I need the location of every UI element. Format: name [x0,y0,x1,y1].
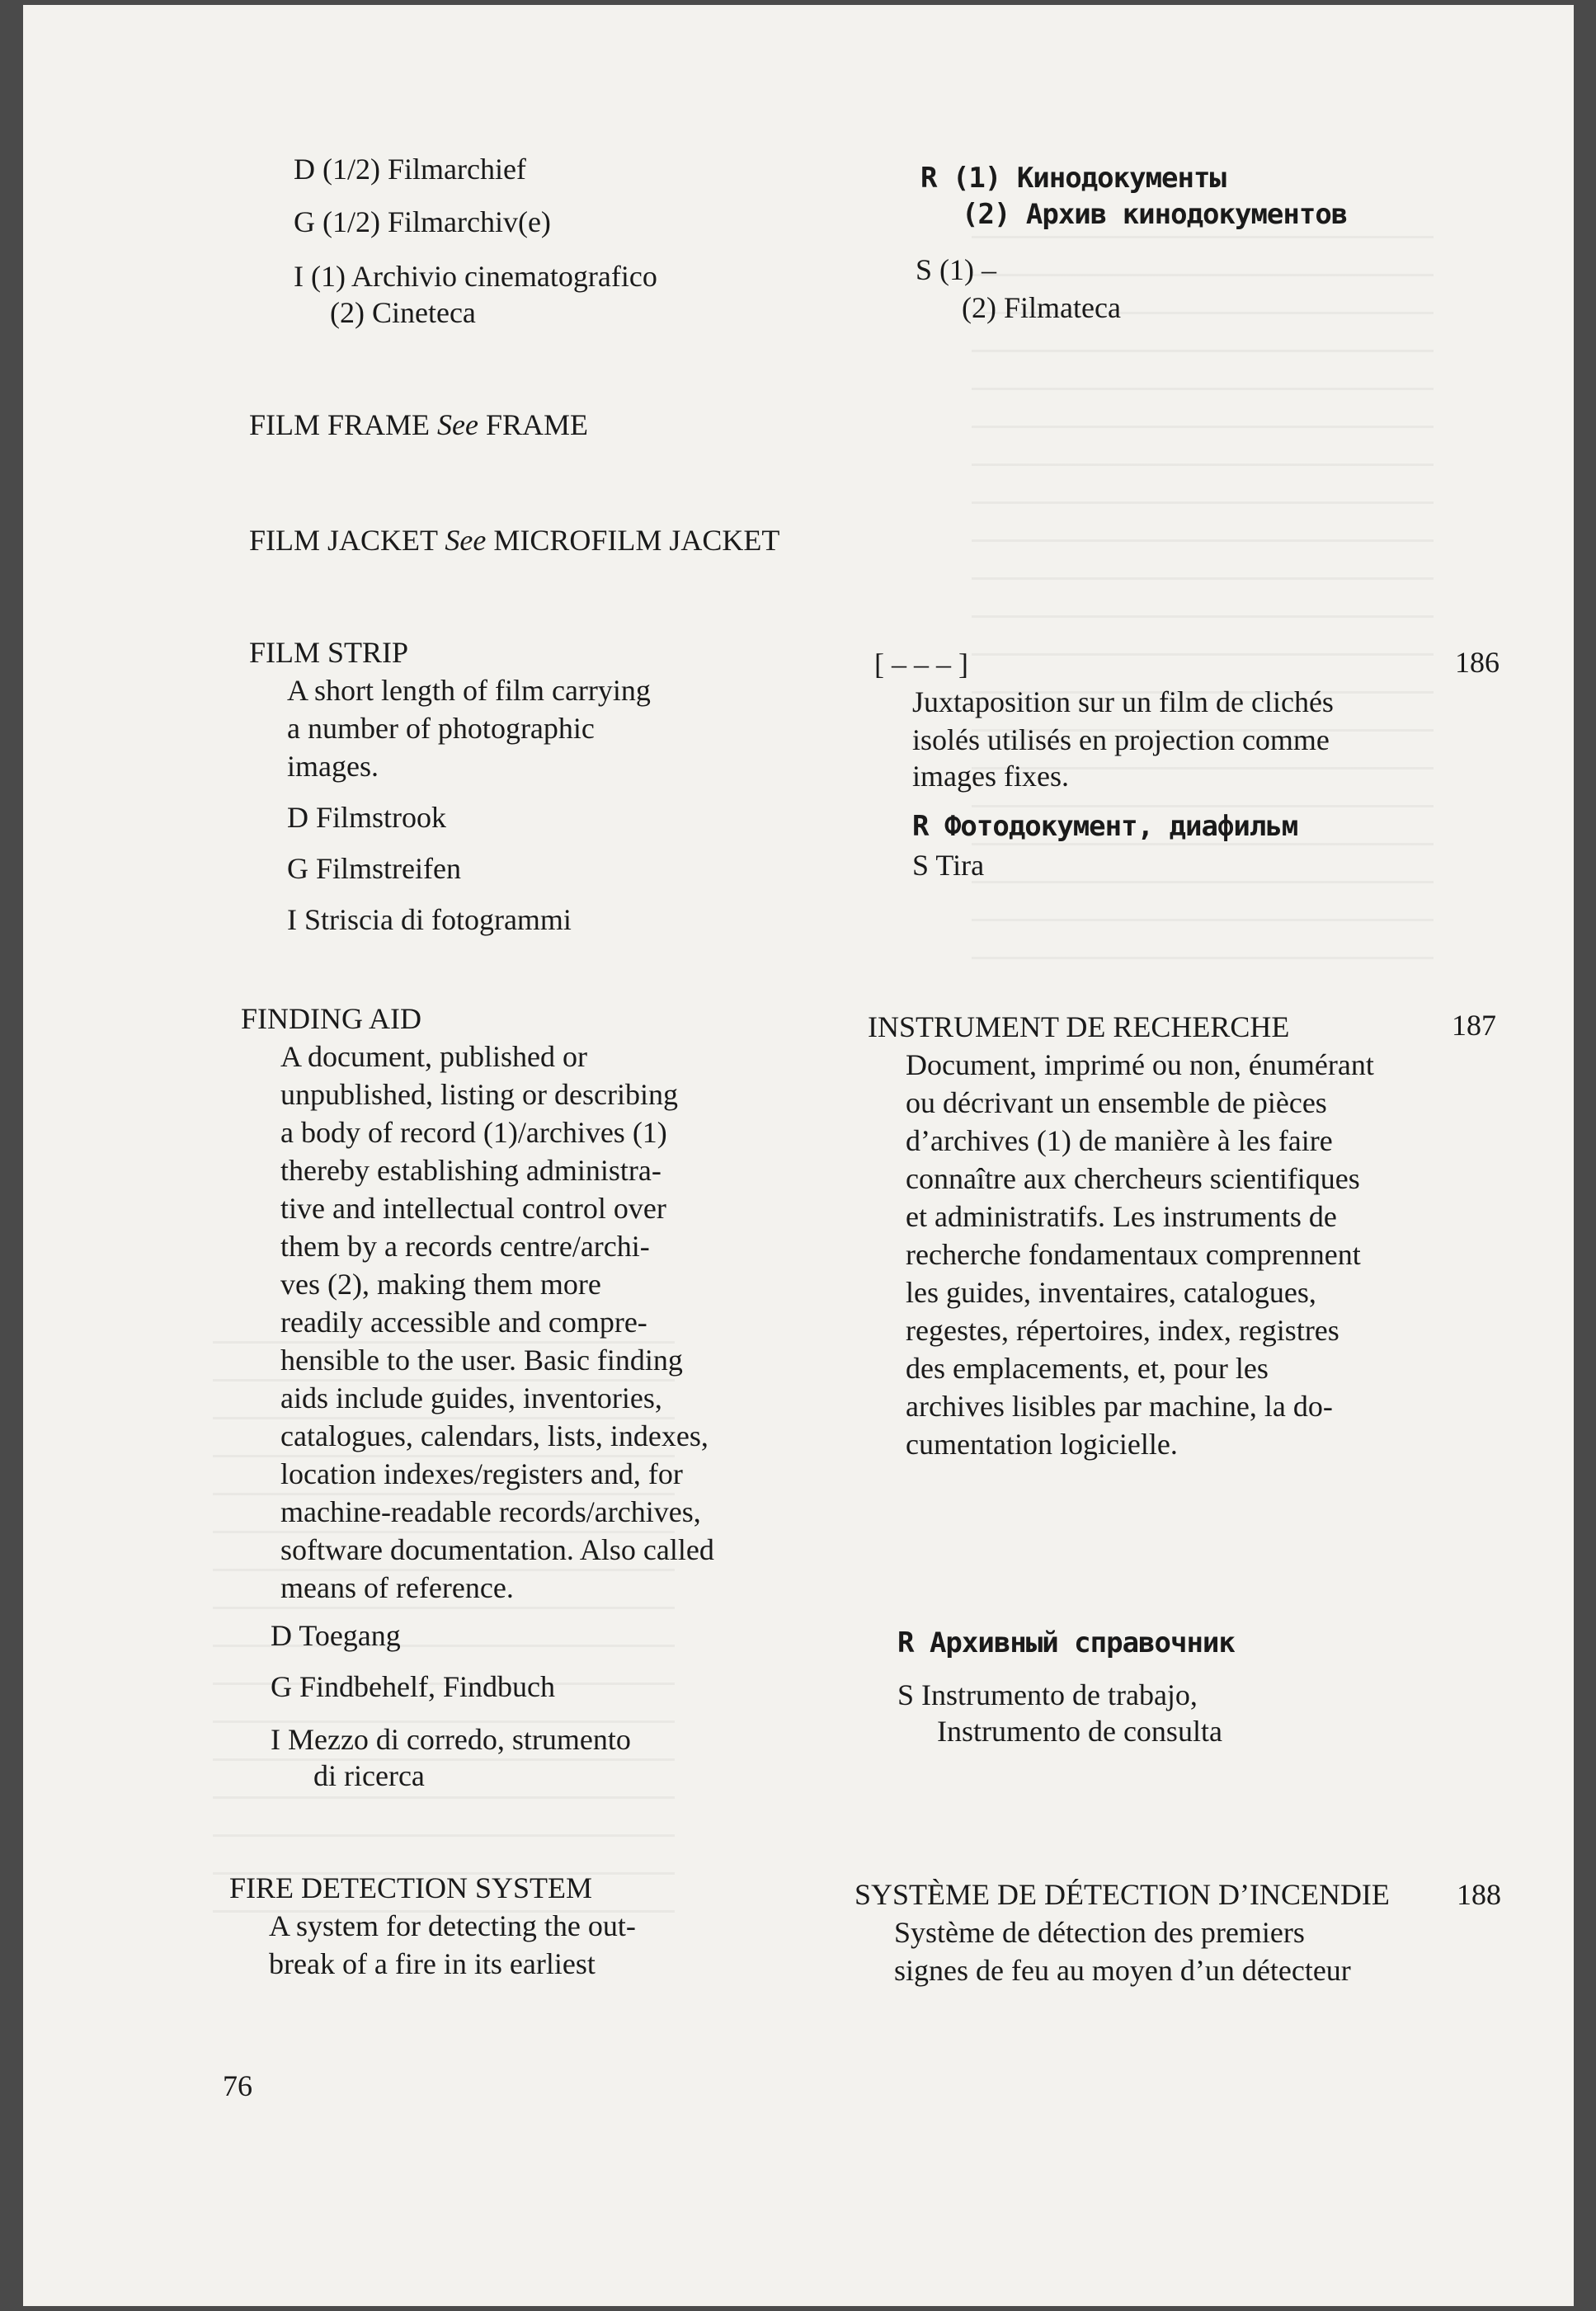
fr-term: [ – – – ] [874,647,968,680]
cross-ref: FRAME [486,408,589,441]
see-label: See [437,408,479,441]
fr-definition-line: isolés utilisés en projection comme [912,723,1330,756]
fr-definition-line: images fixes. [912,760,1069,793]
equiv-italian-1: I (1) Archivio cinematografico [294,260,657,293]
equiv-dutch: D Filmstrook [287,801,447,834]
equiv-italian-1: I Mezzo di corredo, strumento [271,1723,631,1756]
fr-term: INSTRUMENT DE RECHERCHE [868,1010,1290,1043]
show-through-block [972,236,1434,978]
definition-line: software documentation. Also called [280,1533,714,1566]
entry-number: 187 [1452,1009,1496,1042]
equiv-spanish-1: S (1) – [916,253,996,286]
definition-line: machine-readable records/archives, [280,1495,701,1528]
equiv-dutch: D (1/2) Filmarchief [294,153,526,186]
equiv-german: G (1/2) Filmarchiv(e) [294,205,551,238]
dictionary-page [23,5,1574,2306]
see-label: See [445,524,487,557]
fr-definition-line: d’archives (1) de manière à les faire [906,1124,1333,1157]
equiv-spanish-2: (2) Filmateca [962,291,1121,324]
term-fire-detection: FIRE DETECTION SYSTEM [229,1871,592,1904]
term-finding-aid: FINDING AID [241,1002,421,1035]
page-number: 76 [223,2069,252,2102]
definition-line: catalogues, calendars, lists, indexes, [280,1419,709,1452]
equiv-german: G Filmstreifen [287,852,461,885]
fr-definition-line: archives lisibles par machine, la do- [906,1390,1333,1423]
definition-line: them by a records centre/archi- [280,1230,650,1263]
term: FILM JACKET [249,524,438,557]
definition-line: a body of record (1)/archives (1) [280,1116,667,1149]
definition-line: a number of photographic [287,712,595,745]
entry-film-jacket [249,521,779,559]
equiv-spanish-1: S Instrumento de trabajo, [897,1678,1198,1711]
definition-line: tive and intellectual control over [280,1192,666,1225]
entry-number: 188 [1457,1878,1501,1911]
fr-definition-line: Document, imprimé ou non, énumérant [906,1048,1374,1081]
definition-line: means of reference. [280,1571,514,1604]
definition-line: A system for detecting the out- [269,1909,636,1942]
definition-line: break of a fire in its earliest [269,1947,596,1980]
definition-line: hensible to the user. Basic finding [280,1344,683,1377]
fr-definition-line: des emplacements, et, pour les [906,1352,1269,1385]
fr-definition-line: regestes, répertoires, index, registres [906,1314,1339,1347]
fr-definition-line: connaître aux chercheurs scientifiques [906,1162,1360,1195]
fr-definition-line: les guides, inventaires, catalogues, [906,1276,1316,1309]
definition-line: unpublished, listing or describing [280,1078,678,1111]
equiv-russian: R Архивный справочник [897,1626,1235,1659]
fr-definition-line: Juxtaposition sur un film de clichés [912,685,1334,718]
equiv-italian: I Striscia di fotogrammi [287,903,572,936]
equiv-spanish-2: Instrumento de consulta [937,1715,1222,1748]
equiv-russian-1: R (1) Кинодокументы [920,162,1226,195]
fr-definition-line: ou décrivant un ensemble de pièces [906,1086,1327,1119]
cross-ref: MICROFILM JACKET [493,524,780,557]
definition-line: readily accessible and compre- [280,1306,647,1339]
fr-definition-line: recherche fondamentaux comprennent [906,1238,1361,1271]
equiv-italian-2: (2) Cineteca [330,296,476,329]
equiv-italian-2: di ricerca [313,1759,425,1792]
equiv-russian: R Фотодокумент, диафильм [912,810,1298,843]
fr-term: SYSTÈME DE DÉTECTION D’INCENDIE [854,1878,1390,1911]
definition-line: images. [287,750,379,783]
equiv-russian-2: (2) Архив кинодокументов [962,198,1348,231]
definition-line: ves (2), making them more [280,1268,601,1301]
definition-line: location indexes/registers and, for [280,1457,683,1490]
definition-line: A document, published or [280,1040,587,1073]
equiv-dutch: D Toegang [271,1619,401,1652]
definition-line: A short length of film carrying [287,674,651,707]
fr-definition-line: cumentation logicielle. [906,1428,1178,1461]
term-film-strip: FILM STRIP [249,636,409,669]
definition-line: aids include guides, inventories, [280,1381,662,1414]
definition-line: thereby establishing administra- [280,1154,661,1187]
equiv-german: G Findbehelf, Findbuch [271,1670,555,1703]
equiv-spanish: S Tira [912,849,985,882]
fr-definition-line: signes de feu au moyen d’un détecteur [894,1954,1351,1987]
entry-number: 186 [1455,646,1499,679]
term: FILM FRAME [249,408,431,441]
fr-definition-line: et administratifs. Les instruments de [906,1200,1337,1233]
entry-film-frame [249,406,588,444]
fr-definition-line: Système de détection des premiers [894,1916,1305,1949]
